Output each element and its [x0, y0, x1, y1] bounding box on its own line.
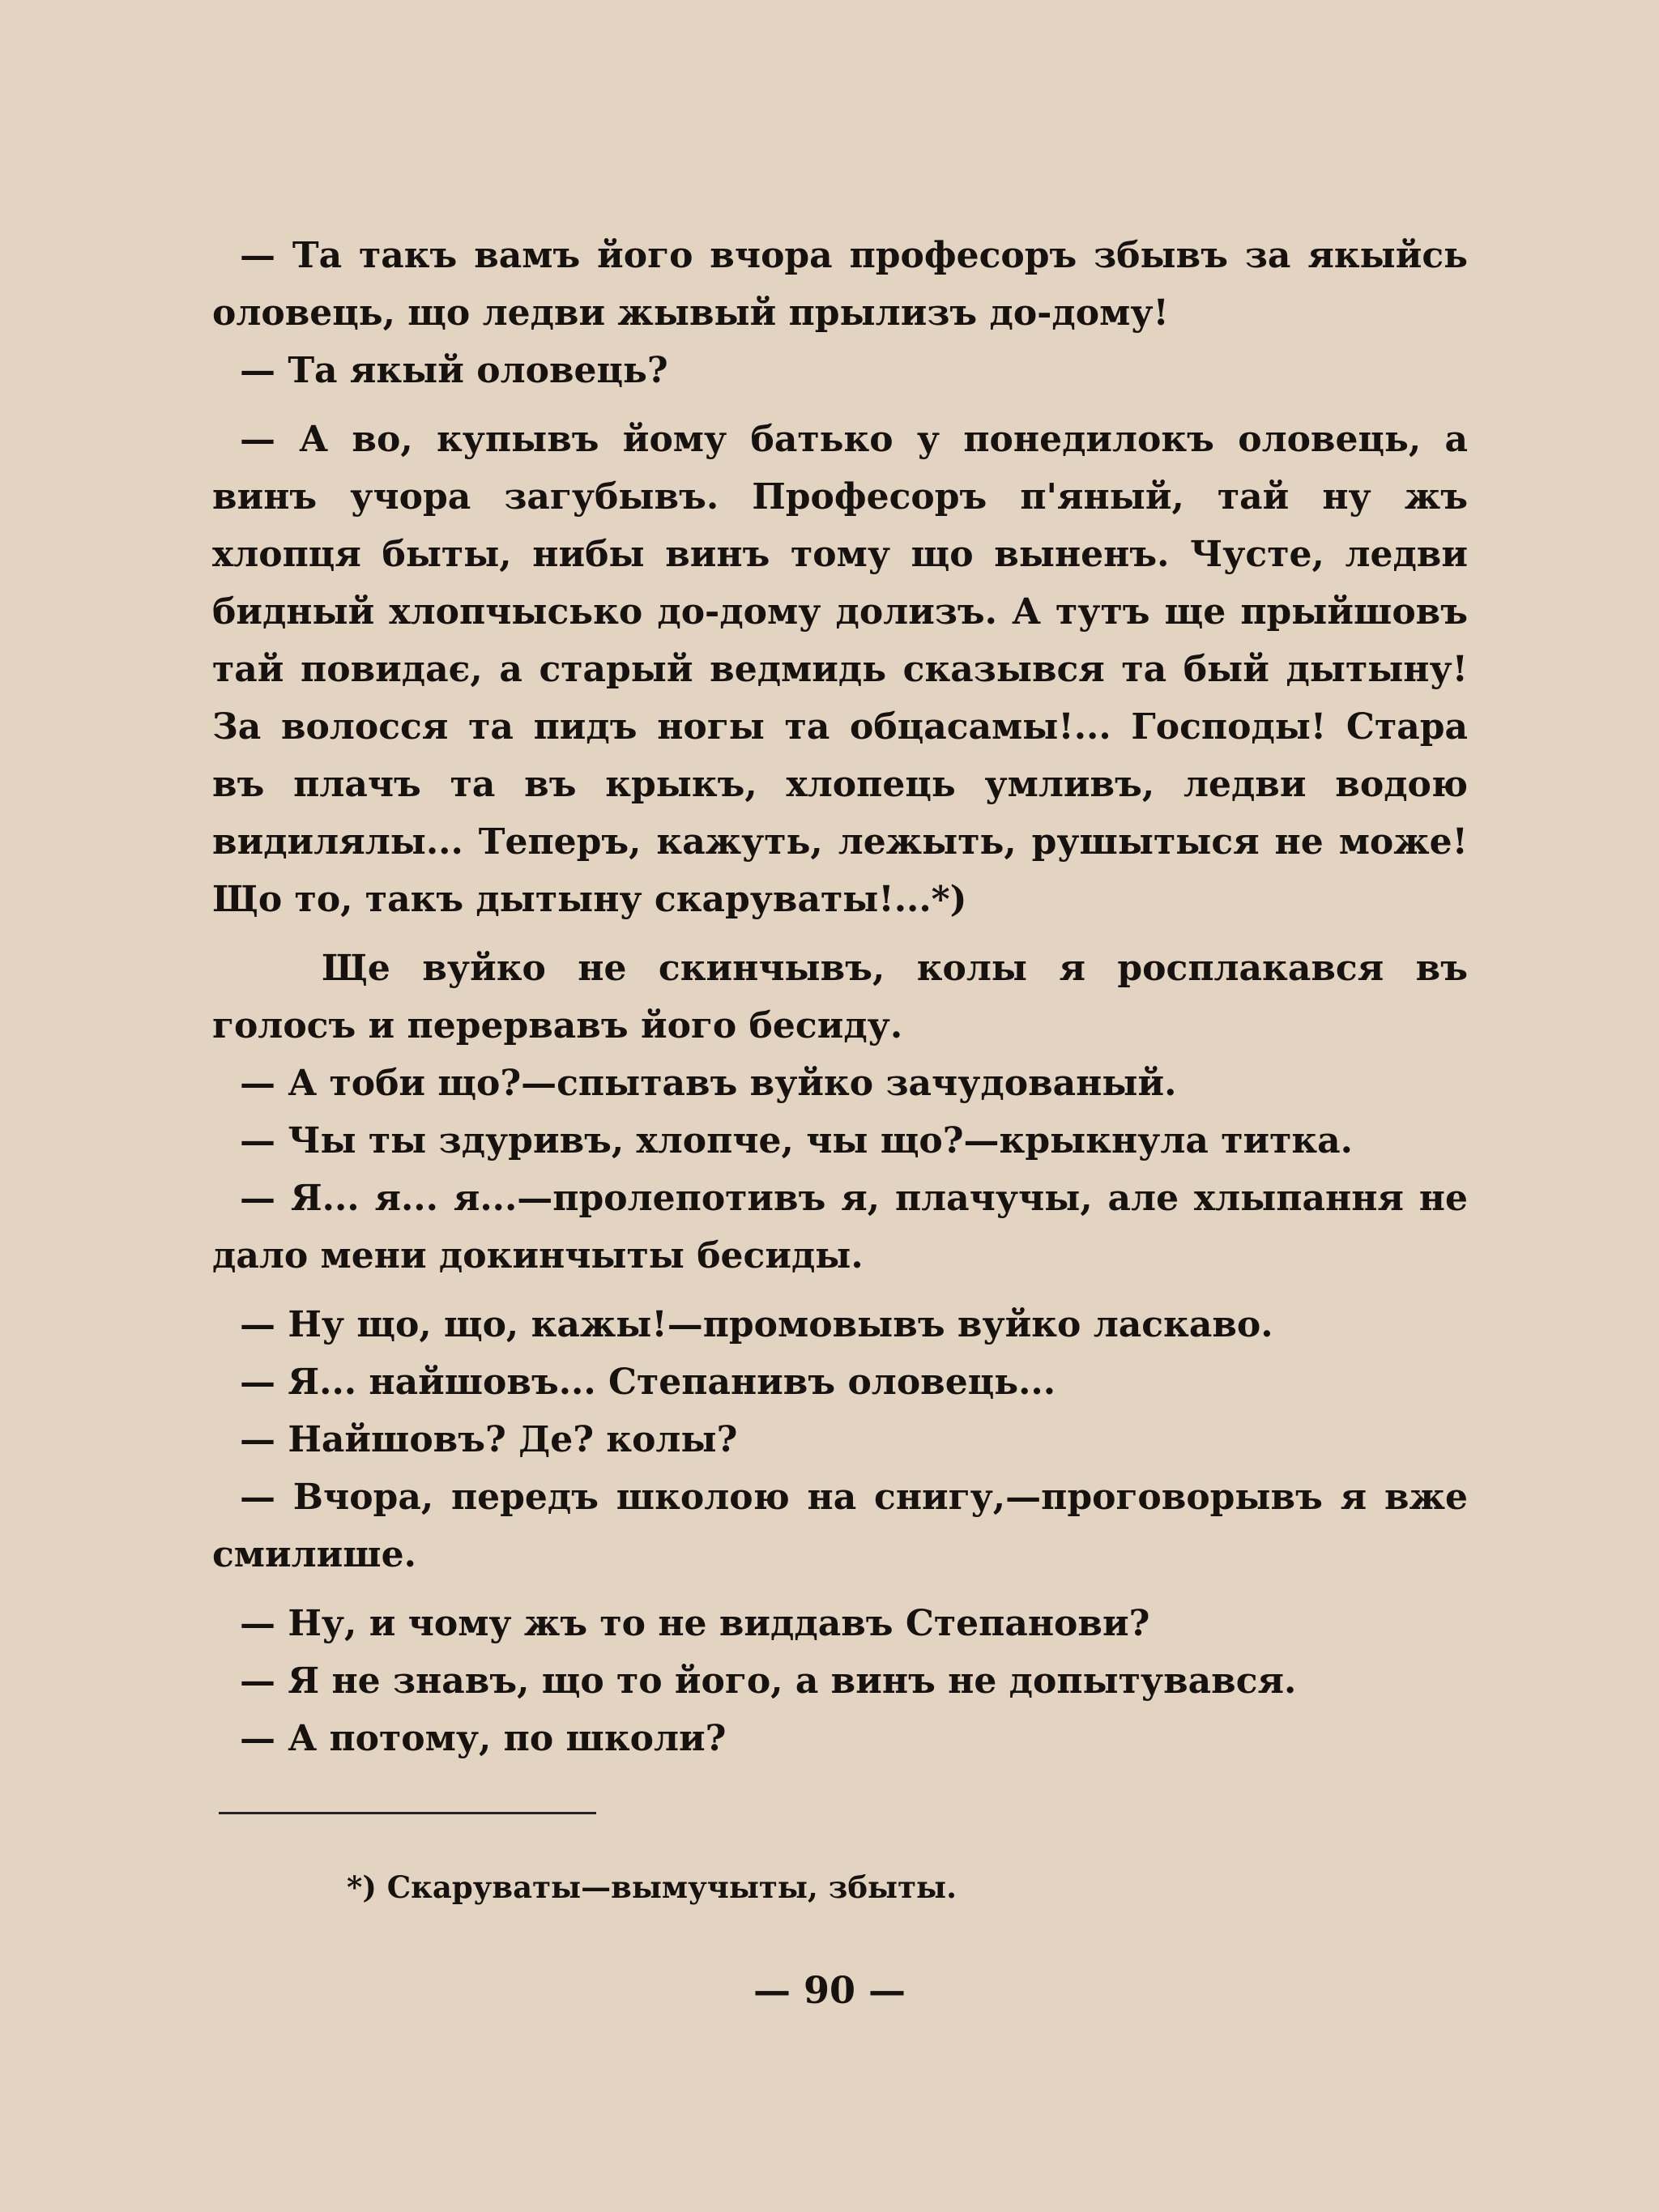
paragraph: Ще вуйко не скинчывъ, колы я росплакався въ голосъ и перервавъ його бесиду. [212, 948, 1468, 1046]
paragraph: — Я не знавъ, що то його, а винъ не допытувався. [240, 1660, 1297, 1702]
paragraph: — Ну, и чому жъ то не виддавъ Степанови? [240, 1603, 1150, 1644]
paragraph: — А потому, по школи? [240, 1718, 727, 1759]
paragraph: — Ну що, що, кажы!—промовывъ вуйко ласкаво. [240, 1304, 1273, 1345]
paragraph: — Я... найшовъ... Степанивъ оловець... [240, 1362, 1056, 1403]
page-number: — 90 — [753, 1968, 906, 2012]
paragraph: — Найшовъ? Де? колы? [240, 1419, 738, 1460]
paragraph: — Чы ты здуривъ, хлопче, чы що?—крыкнула титка. [240, 1120, 1353, 1161]
paragraph: — А во, купывъ йому батько у понедилокъ оловець, а винъ учора загубывъ. Професоръ п'яный, тай ну жъ хлопця быты, нибы винъ тому що выненъ. Чусте, ледви бидный хлопчысько до-дому долизъ. А тутъ ще прыйшовъ тай повидає, а старый ведмидь сказывся та бый дытыну! За волосся та пидъ ногы та обцасамы!... Господы! Стара въ плачъ та въ крыкъ, хлопець умливъ, ледви водою видилялы... Теперъ, кажуть, лежыть, рушытыся не може! Що то, такъ дытыну скаруваты!...*) [212, 419, 1468, 920]
body-text [212, 227, 1468, 1767]
paragraph: — Вчора, передъ школою на снигу,—проговорывъ я вже смилише. [212, 1477, 1468, 1575]
paragraph: — Я... я... я...—пролепотивъ я, плачучы, але хлыпання не дало мени докинчыты бесиды. [212, 1178, 1468, 1276]
footnote-divider [219, 1812, 596, 1814]
footnote: *) Скаруваты—вымучыты, збыты. [347, 1869, 957, 1905]
paragraph: — Та такъ вамъ його вчора професоръ збывъ за якыйсь оловець, що ледви жывый прылизъ до-дому! [212, 235, 1468, 334]
paragraph: — Та якый оловець? [240, 350, 668, 391]
paragraph: — А тоби що?—спытавъ вуйко зачудованый. [240, 1063, 1177, 1104]
